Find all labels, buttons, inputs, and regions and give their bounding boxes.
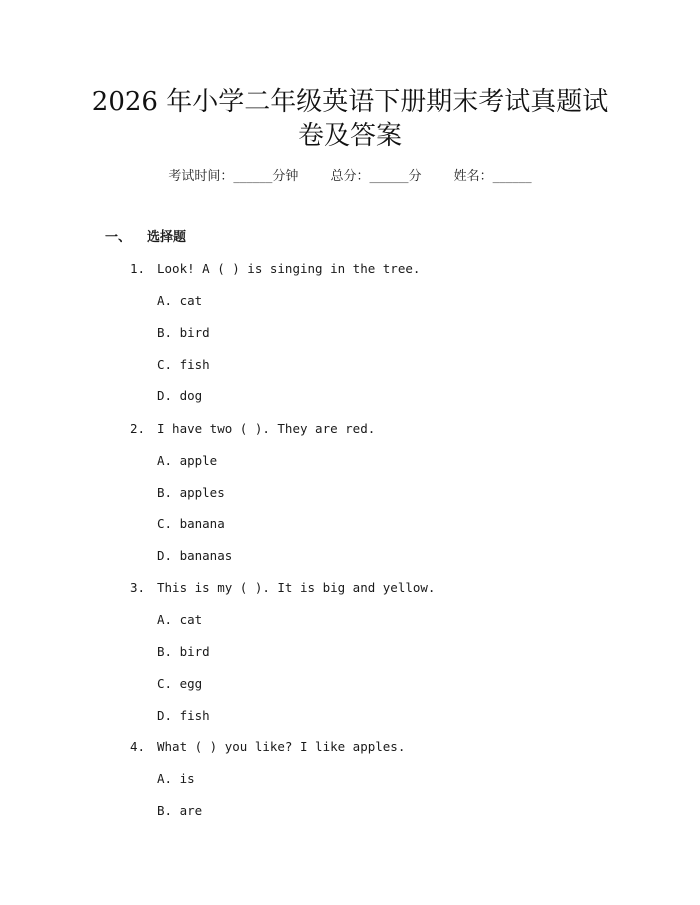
- exam-info: [0, 166, 700, 188]
- question-1-option-d: D. dog: [157, 388, 203, 403]
- question-text: I have two ( ). They are red.: [157, 421, 376, 436]
- page-title-line-1: 2026 年小学二年级英语下册期末考试真题试: [91, 87, 609, 117]
- question-text: Look! A ( ) is singing in the tree.: [157, 261, 421, 276]
- question-2-option-d: D. bananas: [157, 548, 233, 563]
- question-2-option-c: C. banana: [157, 516, 225, 531]
- student-name-field: 姓名：______: [453, 169, 532, 184]
- question-4: [130, 737, 405, 757]
- question-1-option-b: B. bird: [157, 325, 210, 340]
- question-3-option-c: C. egg: [157, 676, 203, 691]
- question-3-option-d: D. fish: [157, 708, 210, 723]
- question-number: 4.: [130, 739, 146, 754]
- question-text: What ( ) you like? I like apples.: [157, 739, 406, 754]
- question-3-option-a: A. cat: [157, 612, 203, 627]
- total-score-field: 总分：______分: [330, 169, 422, 184]
- question-number: 2.: [130, 421, 146, 436]
- question-2-option-a: A. apple: [157, 453, 218, 468]
- section-title: 选择题: [147, 230, 187, 245]
- question-3-option-b: B. bird: [157, 644, 210, 659]
- question-number: 3.: [130, 580, 146, 595]
- question-3: [130, 578, 435, 598]
- exam-time-field: 考试时间：______分钟: [168, 169, 299, 184]
- page-title-line-2: 卷及答案: [297, 121, 402, 151]
- question-4-option-b: B. are: [157, 803, 203, 818]
- question-1-option-a: A. cat: [157, 293, 203, 308]
- question-number: 1.: [130, 261, 146, 276]
- section-heading: [105, 228, 186, 248]
- question-4-option-a: A. is: [157, 771, 195, 786]
- question-text: This is my ( ). It is big and yellow.: [157, 580, 436, 595]
- question-2-option-b: B. apples: [157, 485, 225, 500]
- question-1-option-c: C. fish: [157, 357, 210, 372]
- question-1: [130, 259, 420, 279]
- section-number: 一、: [105, 230, 132, 245]
- question-2: [130, 419, 375, 439]
